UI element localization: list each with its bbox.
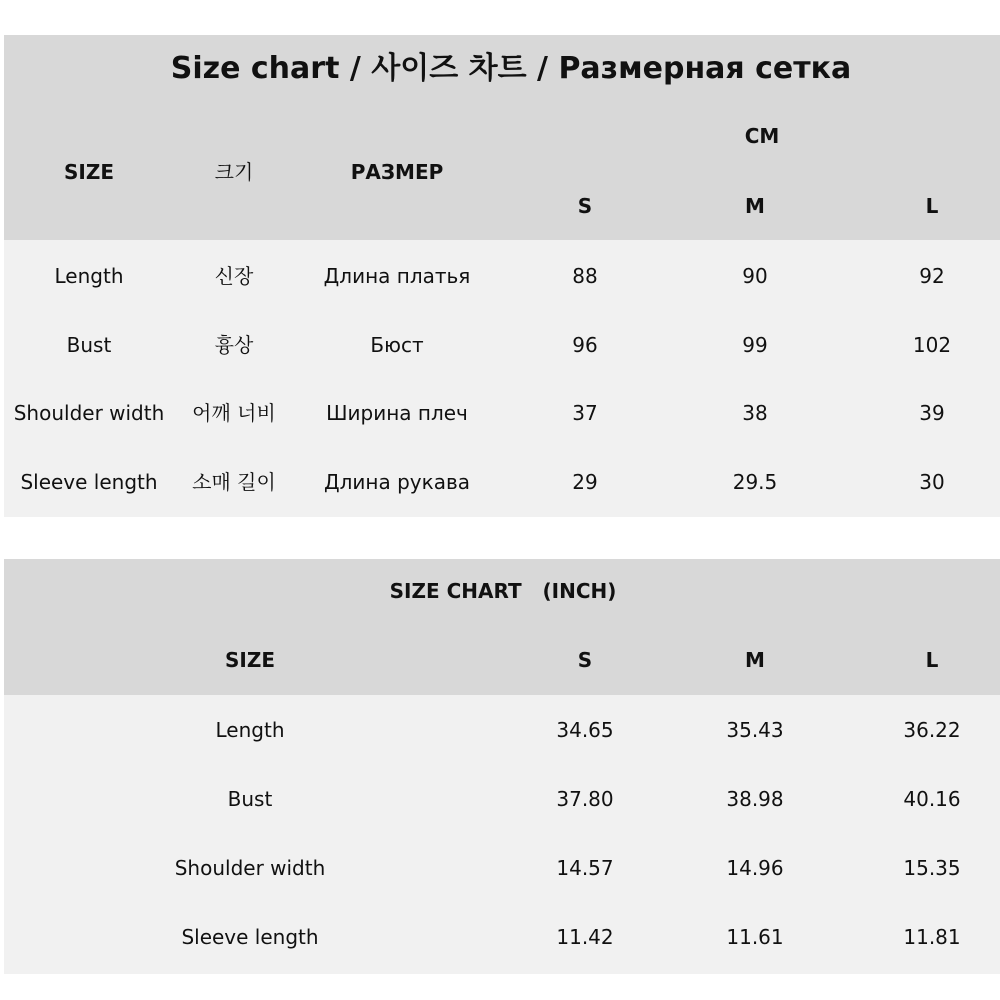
- value-m: 14.96: [726, 856, 784, 880]
- value-m: 38: [742, 401, 768, 425]
- row-label: Bust: [227, 787, 273, 811]
- header-s: S: [577, 194, 593, 218]
- row-label-kr: 신장: [214, 264, 254, 288]
- header-unit-cm: CM: [744, 124, 780, 148]
- row-label-en: Shoulder width: [13, 401, 165, 425]
- inch-chart-title: SIZE CHART (INCH): [389, 579, 617, 603]
- value-m: 38.98: [726, 787, 784, 811]
- row-label: Sleeve length: [181, 925, 319, 949]
- row-label-ru: Бюст: [370, 333, 424, 357]
- row-label: Shoulder width: [174, 856, 326, 880]
- inch-chart-body-band: [4, 695, 1000, 974]
- value-l: 92: [919, 264, 945, 288]
- header-s: S: [577, 648, 593, 672]
- header-size-kr: 크기: [214, 160, 254, 184]
- cm-size-chart: [4, 35, 1000, 517]
- value-s: 29: [572, 470, 598, 494]
- row-label-en: Sleeve length: [20, 470, 158, 494]
- value-s: 88: [572, 264, 598, 288]
- header-m: M: [745, 194, 765, 218]
- value-l: 11.81: [903, 925, 961, 949]
- row-label-ru: Длина рукава: [323, 470, 471, 494]
- row-label-ru: Длина платья: [323, 264, 471, 288]
- value-m: 35.43: [726, 718, 784, 742]
- row-label-kr: 소매 길이: [192, 470, 276, 494]
- header-size-ru: РАЗМЕР: [350, 160, 444, 184]
- value-m: 11.61: [726, 925, 784, 949]
- row-label: Length: [215, 718, 285, 742]
- header-l: L: [925, 648, 939, 672]
- value-s: 14.57: [556, 856, 614, 880]
- header-m: M: [745, 648, 765, 672]
- row-label-en: Bust: [66, 333, 112, 357]
- value-l: 39: [919, 401, 945, 425]
- row-label-en: Length: [54, 264, 124, 288]
- value-m: 29.5: [732, 470, 778, 494]
- row-label-kr: 흉상: [214, 333, 254, 357]
- value-s: 96: [572, 333, 598, 357]
- cm-chart-title: Size chart / 사이즈 차트 / Размерная сетка: [170, 51, 852, 86]
- header-size: SIZE: [224, 648, 276, 672]
- header-size-en: SIZE: [63, 160, 115, 184]
- value-l: 40.16: [903, 787, 961, 811]
- value-s: 34.65: [556, 718, 614, 742]
- value-l: 30: [919, 470, 945, 494]
- inch-size-chart: [4, 559, 1000, 974]
- value-m: 90: [742, 264, 768, 288]
- value-l: 102: [912, 333, 952, 357]
- value-s: 37: [572, 401, 598, 425]
- value-l: 15.35: [903, 856, 961, 880]
- row-label-ru: Ширина плеч: [326, 401, 468, 425]
- header-l: L: [925, 194, 939, 218]
- row-label-kr: 어깨 너비: [192, 401, 276, 425]
- value-s: 37.80: [556, 787, 614, 811]
- value-s: 11.42: [556, 925, 614, 949]
- value-l: 36.22: [903, 718, 961, 742]
- value-m: 99: [742, 333, 768, 357]
